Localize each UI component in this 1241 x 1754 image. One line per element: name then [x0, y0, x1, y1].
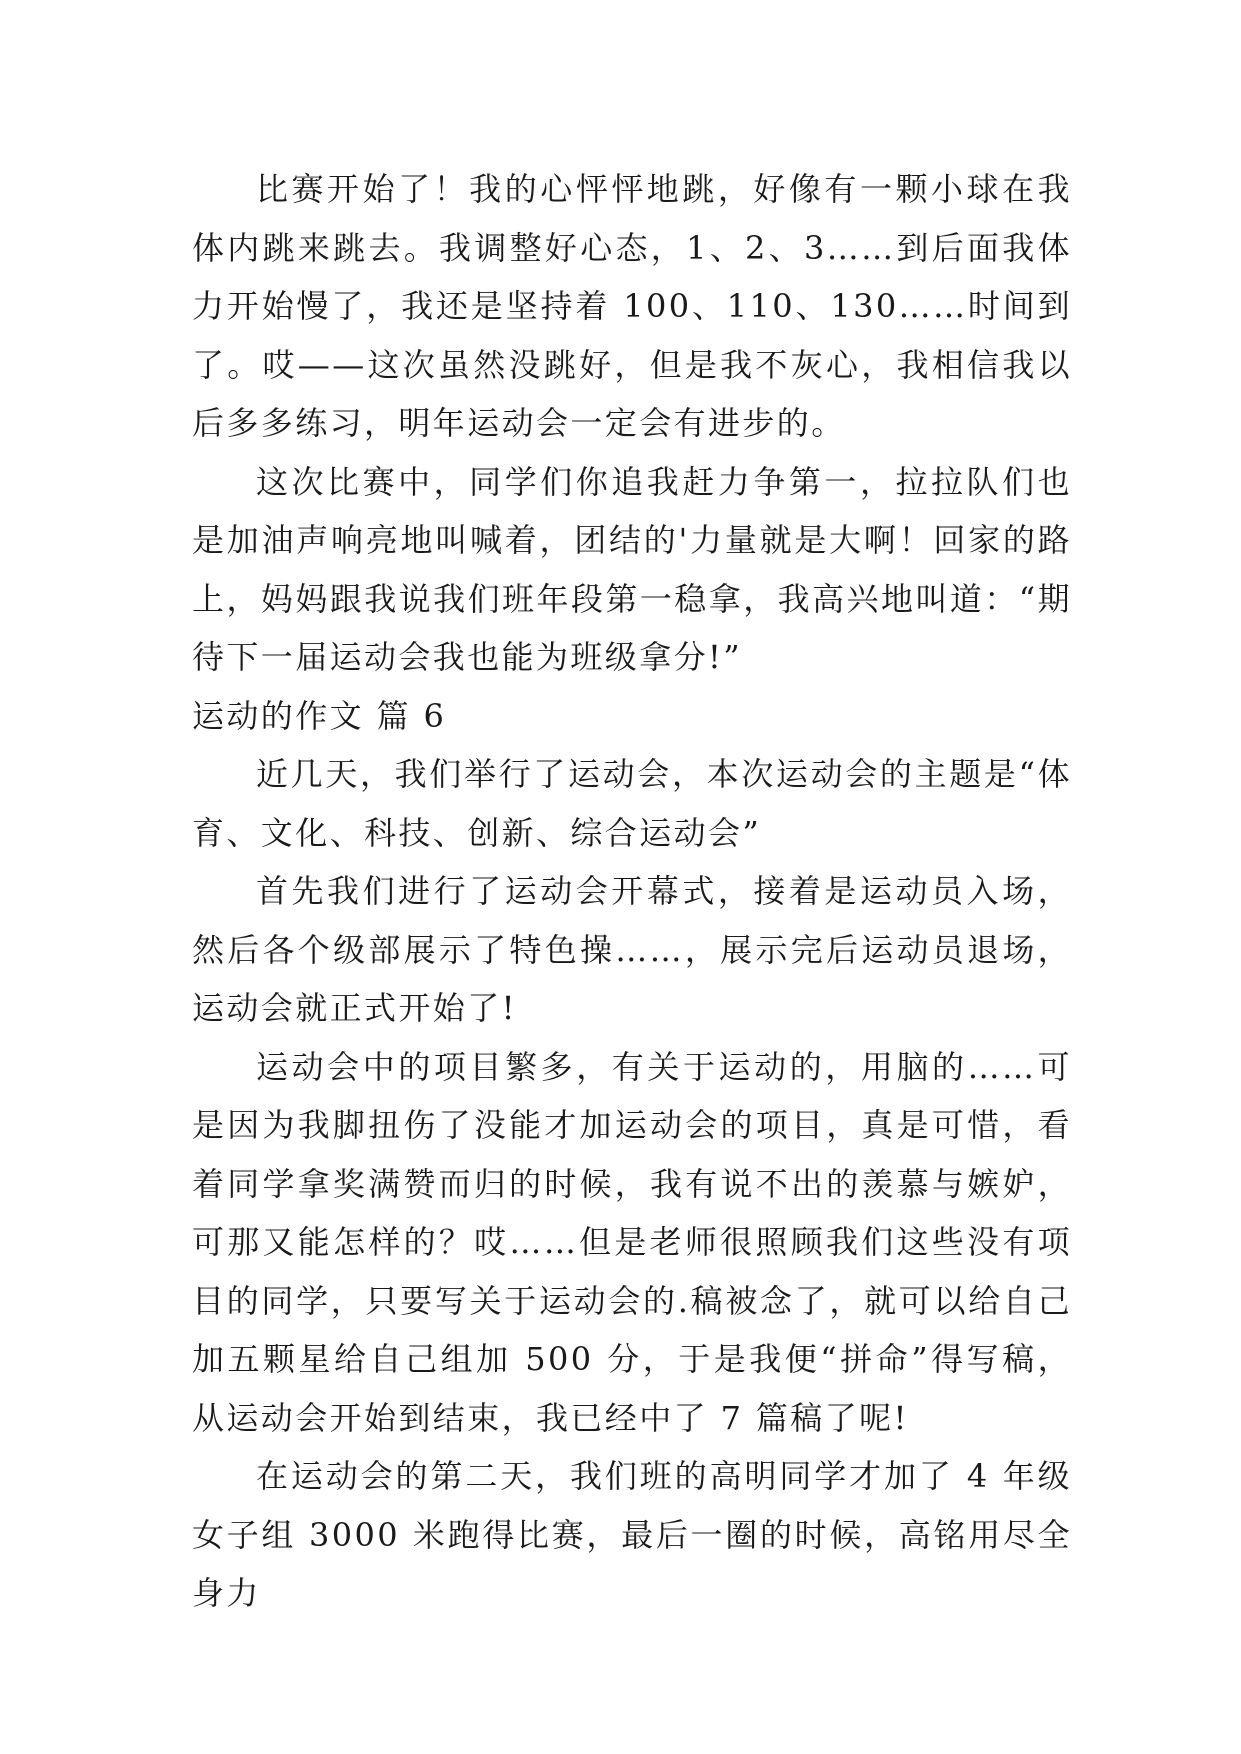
essay-heading: 运动的作文 篇 6 [192, 696, 447, 735]
paragraph-team-spirit: 这次比赛中，同学们你追我赶力争第一，拉拉队们也是加油声响亮地叫喊着，团结的'力量就是大啊！回家的路上，妈妈跟我说我们班年段第一稳拿，我高兴地叫道：“期待下一届运动会我也能为班级拿分!” [192, 462, 1072, 676]
paragraph-jump-rope-race: 比赛开始了！我的心怦怦地跳，好像有一颗小球在我体内跳来跳去。我调整好心态，1、2、3……到后面我体力开始慢了，我还是坚持着 100、110、130……时间到了。哎——这次虽然没跳好，但是我不灰心，我相信我以后多多练习，明年运动会一定会有进步的。 [192, 170, 1072, 442]
paragraph-events: 运动会中的项目繁多，有关于运动的，用脑的……可是因为我脚扭伤了没能才加运动会的项目，真是可惜，看着同学拿奖满赞而归的时候，我有说不出的羡慕与嫉妒，可那又能怎样的？哎……但是老师很照顾我们这些没有项目的同学，只要写关于运动会的.稿被念了，就可以给自己加五颗星给自己组加 500 分，于是我便“拼命”得写稿，从运动会开始到结束，我已经中了 7 篇稿了呢! [192, 1047, 1072, 1437]
document-body [192, 160, 1072, 1623]
paragraph-theme: 近几天，我们举行了运动会，本次运动会的主题是“体育、文化、科技、创新、综合运动会” [192, 755, 1072, 852]
paragraph-opening-ceremony: 首先我们进行了运动会开幕式，接着是运动员入场，然后各个级部展示了特色操……，展示完后运动员退场，运动会就正式开始了! [192, 872, 1072, 1027]
paragraph-second-day: 在运动会的第二天，我们班的高明同学才加了 4 年级女子组 3000 米跑得比赛，最后一圈的时候，高铭用尽全身力 [192, 1457, 1072, 1612]
